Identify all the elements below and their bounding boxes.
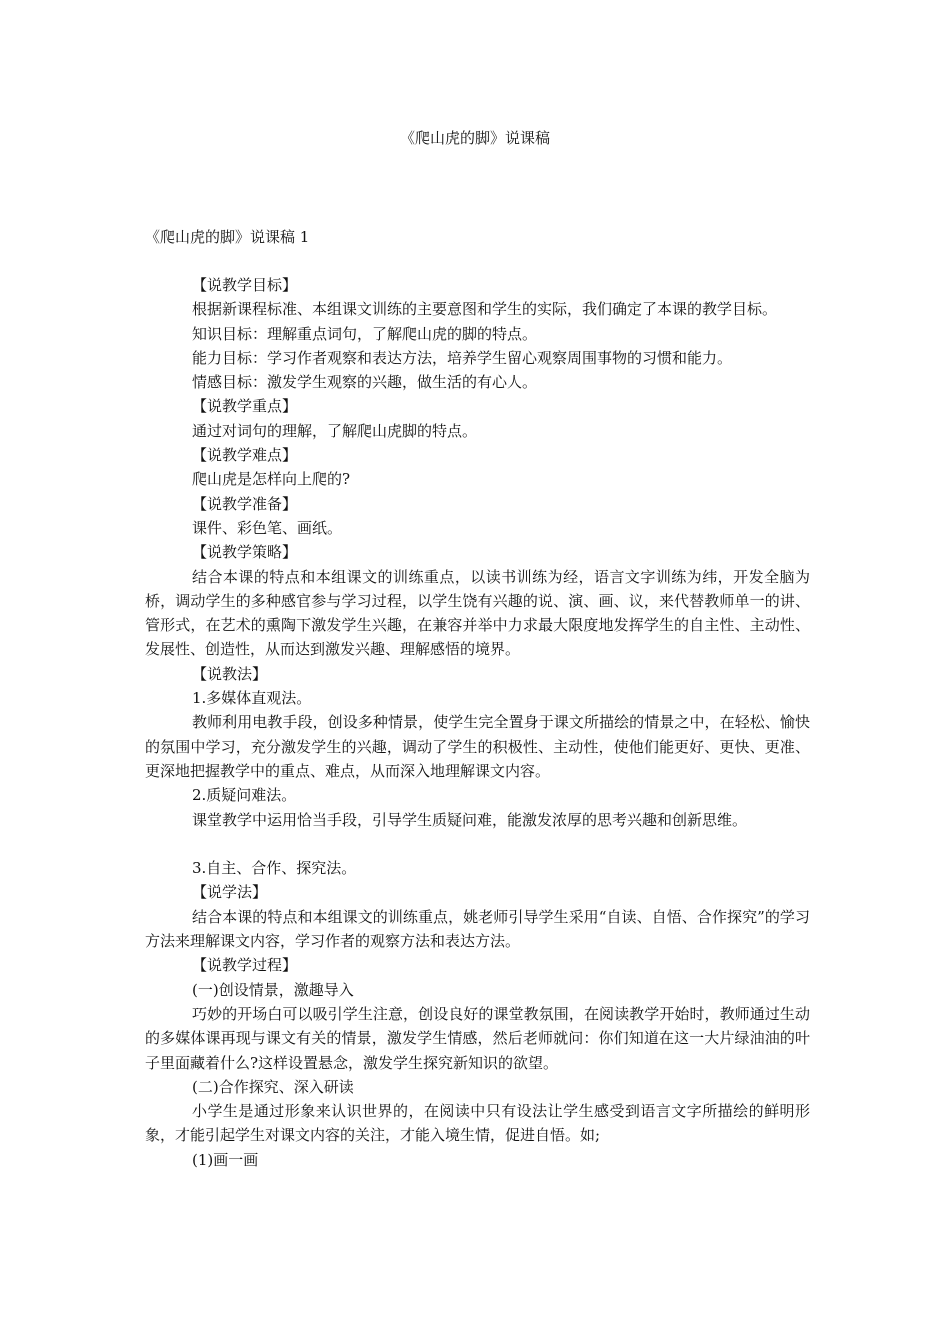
body-paragraph: 3.自主、合作、探究法。 [192,859,357,878]
body-paragraph: 【说教学重点】 [192,397,298,416]
body-paragraph: 课堂教学中运用恰当手段，引导学生质疑问难，能激发浓厚的思考兴趣和创新思维。 [192,810,748,829]
body-paragraph: 爬山虎是怎样向上爬的? [192,470,351,489]
body-paragraph: 结合本课的特点和本组课文的训练重点，姚老师引导学生采用“自读、自悟、合作探究”的学习方法来理解课文内容，学习作者的观察方法和表达方法。 [145,907,810,951]
body-paragraph: 课件、彩色笔、画纸。 [192,518,343,537]
body-paragraph [145,832,810,856]
document-title: 《爬山虎的脚》说课稿 [399,129,550,147]
body-paragraph: (1)画一画 [192,1150,259,1169]
body-paragraph: 【说教学目标】 [192,276,298,294]
body-paragraph: 【说学法】 [192,883,268,902]
body-paragraph: 巧妙的开场白可以吸引学生注意，创设良好的课堂教氛围，在阅读教学开始时，教师通过生动的多媒体课再现与课文有关的情景，激发学生情感，然后老师就问：你们知道在这一大片绿油油的叶子里面藏着什么?这样设置悬念，激发学生探究新知识的欲望。 [145,1004,810,1072]
body-paragraph: 能力目标：学习作者观察和表达方法，培养学生留心观察周围事物的习惯和能力。 [192,348,733,367]
body-paragraph: 2.质疑问难法。 [192,786,297,805]
body-paragraph: 【说教学准备】 [192,494,298,513]
body-paragraph: 【说教学过程】 [192,956,298,975]
body-paragraph: 情感目标：激发学生观察的兴趣，做生活的有心人。 [192,373,538,392]
body-paragraph: 1.多媒体直观法。 [192,689,312,708]
body-paragraph: 通过对词句的理解，了解爬山虎脚的特点。 [192,421,478,440]
body-paragraph: 结合本课的特点和本组课文的训练重点，以读书训练为经，语言文字训练为纬，开发全脑为桥，调动学生的多种感官参与学习过程，以学生饶有兴趣的说、演、画、议，来代替教师单一的讲、管形式，在艺术的熏陶下激发学生兴趣，在兼容并举中力求最大限度地发挥学生的自主性、主动性、发展性、创造性，从而达到激发兴趣、理解感悟的境界。 [145,567,810,659]
body-paragraph: 小学生是通过形象来认识世界的，在阅读中只有设法让学生感受到语言文字所描绘的鲜明形象，才能引起学生对课文内容的关注，才能入境生情，促进自悟。如; [145,1102,810,1145]
body-paragraph: 根据新课程标准、本组课文训练的主要意图和学生的实际，我们确定了本课的教学目标。 [192,300,778,319]
body-paragraph: 知识目标：理解重点词句，了解爬山虎的脚的特点。 [192,324,538,343]
body-paragraph: 【说教法】 [192,664,268,683]
body-paragraph: (二)合作探究、深入研读 [192,1077,354,1096]
section-title: 《爬山虎的脚》说课稿 1 [145,228,310,246]
body-paragraph: 【说教学策略】 [192,543,298,562]
body-paragraph: (一)创设情景，激趣导入 [192,980,354,999]
document-body [145,273,810,1172]
body-paragraph: 教师利用电教手段，创设多种情景，使学生完全置身于课文所描绘的情景之中，在轻松、愉快的氛围中学习，充分激发学生的兴趣，调动了学生的积极性、主动性，使他们能更好、更快、更准、更深地把握教学中的重点、难点，从而深入地理解课文内容。 [145,713,810,780]
body-paragraph: 【说教学难点】 [192,446,298,465]
